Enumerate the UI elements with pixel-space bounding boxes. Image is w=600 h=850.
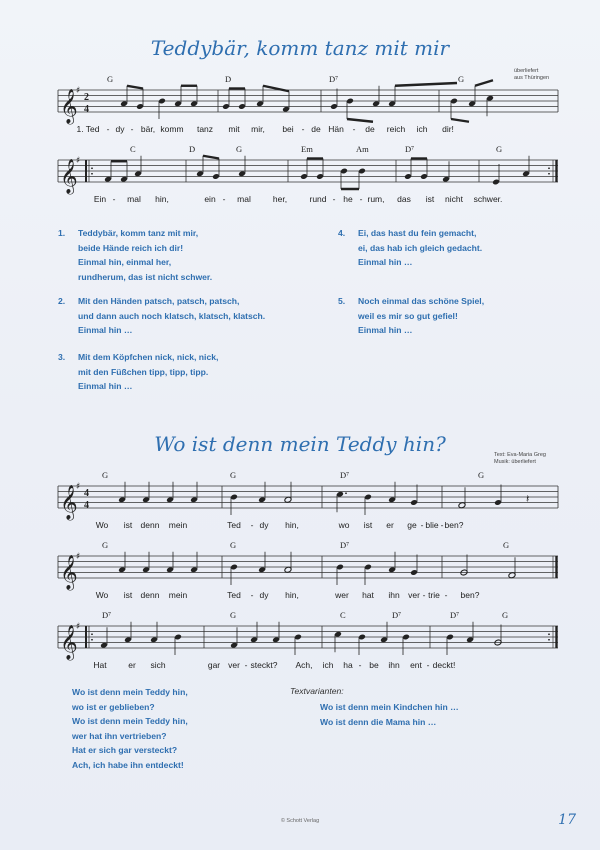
- lyric-syllable: mir,: [251, 124, 265, 134]
- chord-symbol: G: [503, 540, 510, 550]
- staff-svg: [58, 538, 558, 600]
- note-beam: [127, 86, 143, 89]
- key-signature-sharp: ♯: [76, 552, 81, 562]
- lyric-syllable: Wo: [95, 590, 109, 600]
- lyric-syllable: hin,: [155, 194, 169, 204]
- lyric-syllable: -: [130, 124, 134, 134]
- lyric-syllable: -: [222, 194, 226, 204]
- note-beam: [475, 80, 493, 86]
- song2-credit-line2: Musik: überliefert: [494, 459, 536, 465]
- lyric-syllable: hin,: [285, 520, 299, 530]
- lyric-syllable: Hän: [328, 124, 344, 134]
- lyric-syllable: schwer.: [473, 194, 503, 204]
- verse-line: Noch einmal das schöne Spiel,: [358, 296, 485, 306]
- chord-symbol: G: [102, 470, 109, 480]
- lyric-syllable: ha: [343, 660, 353, 670]
- chord-symbol: G: [230, 470, 237, 480]
- repeat-dot: [91, 633, 93, 635]
- note-beam: [347, 119, 373, 122]
- lyric-syllable: rund: [309, 194, 327, 204]
- chord-symbol: G: [458, 74, 465, 84]
- chord-symbol: Am: [356, 144, 369, 154]
- chord-symbol: G: [102, 540, 109, 550]
- lyric-syllable: Ein: [93, 194, 107, 204]
- lyric-syllable: er: [386, 520, 394, 530]
- chord-symbol: G: [496, 144, 503, 154]
- lyric-syllable: mit: [228, 124, 240, 134]
- time-signature-bottom: 4: [84, 500, 89, 511]
- lyric-syllable: -: [112, 194, 116, 204]
- verse-line: Teddybär, komm tanz mit mir,: [78, 228, 199, 238]
- chord-symbol: G: [478, 470, 485, 480]
- song1-staff-2: [58, 142, 558, 204]
- lyric-syllable: trie: [428, 590, 440, 600]
- key-signature-sharp: ♯: [76, 482, 81, 492]
- lyric-syllable: Ted: [227, 520, 241, 530]
- lyric-syllable: ent: [410, 660, 422, 670]
- lyric-syllable: mein: [168, 520, 188, 530]
- verse-lines: [358, 294, 484, 338]
- song2-text-line: Ach, ich habe ihn entdeckt!: [72, 759, 184, 770]
- lyric-syllable: -: [426, 660, 430, 670]
- lyric-syllable: er: [128, 660, 136, 670]
- lyric-syllable: ist: [425, 194, 435, 204]
- verse-lines: [358, 226, 482, 270]
- treble-clef: 𝄞: [60, 625, 78, 660]
- song2-text-line: wer hat ihn vertrieben?: [72, 730, 167, 741]
- chord-symbol: Em: [301, 144, 313, 154]
- chord-symbol: D⁷: [340, 470, 350, 480]
- verse-line: Mit den Händen patsch, patsch, patsch,: [78, 296, 240, 306]
- lyric-syllable: mein: [168, 590, 188, 600]
- note-beam: [263, 86, 289, 92]
- lyric-syllable: denn: [140, 520, 160, 530]
- lyric-syllable: nicht: [445, 194, 463, 204]
- lyric-syllable: be: [369, 660, 379, 670]
- lyric-syllable: de: [311, 124, 321, 134]
- lyric-syllable: Ted: [227, 590, 241, 600]
- lyric-syllable: -: [422, 590, 426, 600]
- lyric-syllable: ver: [228, 660, 240, 670]
- key-signature-sharp: ♯: [76, 622, 81, 632]
- lyric-syllable: Wo: [95, 520, 109, 530]
- lyric-syllable: he: [343, 194, 353, 204]
- verse-line: Mit dem Köpfchen nick, nick, nick,: [78, 352, 219, 362]
- verse-line: weil es mir so gut gefiel!: [358, 310, 458, 321]
- song2-staff-1: [58, 468, 558, 530]
- staff-svg: [58, 142, 558, 204]
- verse-lines: [78, 294, 265, 338]
- lyric-syllable: Ach,: [295, 660, 313, 670]
- song2-text-line: Hat er sich gar versteckt?: [72, 745, 178, 755]
- variant-line: Wo ist denn mein Kindchen hin …: [320, 702, 459, 712]
- verse-line: Einmal hin …: [78, 325, 133, 335]
- verse-line: Ei, das hast du fein gemacht,: [358, 228, 477, 238]
- time-signature-top: 4: [84, 488, 89, 499]
- repeat-dot: [548, 639, 550, 641]
- lyric-syllable: reich: [386, 124, 406, 134]
- song2-text-line: Wo ist denn mein Teddy hin,: [72, 687, 188, 697]
- lyric-syllable: ge: [407, 520, 417, 530]
- lyric-syllable: denn: [140, 590, 160, 600]
- treble-clef: 𝄞: [60, 89, 78, 124]
- verse-number: 1.: [58, 228, 66, 238]
- chord-symbol: G: [230, 540, 237, 550]
- chord-symbol: D: [189, 144, 196, 154]
- lyric-syllable: -: [332, 194, 336, 204]
- lyric-syllable: bär,: [140, 124, 156, 134]
- lyric-syllable: steckt?: [250, 660, 278, 670]
- chord-symbol: D⁷: [340, 540, 350, 550]
- lyric-syllable: ver: [408, 590, 420, 600]
- lyric-syllable: ist: [123, 590, 133, 600]
- song2-staff-2: [58, 538, 558, 600]
- lyric-syllable: bei: [282, 124, 294, 134]
- key-signature-sharp: ♯: [76, 86, 81, 96]
- verse-line: ei, das hab ich gleich gedacht.: [358, 242, 483, 253]
- chord-symbol: D⁷: [329, 74, 339, 84]
- lyric-syllable: Hat: [93, 660, 107, 670]
- treble-clef: 𝄞: [60, 485, 78, 520]
- lyric-syllable: -: [359, 194, 363, 204]
- treble-clef: 𝄞: [60, 159, 78, 194]
- lyric-syllable: das: [397, 194, 411, 204]
- chord-symbol: G: [107, 74, 114, 84]
- chord-symbol: D⁷: [392, 610, 402, 620]
- lyric-syllable: ist: [363, 520, 373, 530]
- verse-line: und dann auch noch klatsch, klatsch, klatsch.: [78, 310, 266, 321]
- lyric-syllable: -: [440, 520, 444, 530]
- lyric-syllable: -: [244, 660, 248, 670]
- lyric-syllable: -: [358, 660, 362, 670]
- chord-symbol: D⁷: [405, 144, 415, 154]
- note-dot: [345, 492, 347, 494]
- lyric-syllable: komm: [160, 124, 184, 134]
- lyric-syllable: -: [352, 124, 356, 134]
- chord-symbol: D⁷: [450, 610, 460, 620]
- lyric-syllable: mal: [127, 194, 141, 204]
- chord-symbol: C: [130, 144, 136, 154]
- lyric-syllable: rum,: [367, 194, 385, 204]
- lyric-syllable: ein: [204, 194, 216, 204]
- lyric-syllable: -: [420, 520, 424, 530]
- verse-number: 4.: [338, 228, 346, 238]
- chord-symbol: C: [340, 610, 346, 620]
- variants-list: [320, 700, 459, 729]
- staff-svg: [58, 608, 558, 670]
- time-signature-top: 2: [84, 92, 89, 103]
- repeat-dot: [91, 167, 93, 169]
- lyric-syllable: ich: [322, 660, 334, 670]
- chord-symbol: D⁷: [102, 610, 112, 620]
- lyric-syllable: ich: [416, 124, 428, 134]
- verse-line: rundherum, das ist nicht schwer.: [78, 271, 213, 282]
- lyric-syllable: wer: [335, 590, 349, 600]
- song2-credit-line1: Text: Eva-Maria Greg: [494, 452, 546, 458]
- song2-text-line: wo ist er geblieben?: [72, 701, 155, 712]
- lyric-syllable: her,: [272, 194, 288, 204]
- song1-credit-line1: überliefert: [514, 68, 539, 74]
- verse-line: Einmal hin, einmal her,: [78, 257, 172, 267]
- verse-number: 2.: [58, 296, 66, 306]
- lyric-syllable: tanz: [196, 124, 214, 134]
- song1-credit-line2: aus Thüringen: [514, 75, 550, 81]
- song2-text-line: Wo ist denn mein Teddy hin,: [72, 716, 188, 726]
- verse-number: 3.: [58, 352, 66, 362]
- song1-title: Teddybär, komm tanz mit mir: [150, 36, 450, 60]
- repeat-dot: [548, 173, 550, 175]
- lyric-syllable: ihn: [388, 590, 400, 600]
- lyric-syllable: hat: [362, 590, 374, 600]
- song2-credit: [494, 452, 546, 466]
- lyric-syllable: ihn: [388, 660, 400, 670]
- note-beam: [203, 156, 219, 159]
- chord-symbol: G: [230, 610, 237, 620]
- quarter-rest: 𝄽: [526, 492, 530, 506]
- repeat-dot: [91, 639, 93, 641]
- staff-svg: [58, 72, 558, 134]
- staff-svg: [58, 468, 558, 530]
- lyric-syllable: -: [444, 590, 448, 600]
- lyric-syllable: sich: [150, 660, 166, 670]
- song2-staff-3: [58, 608, 558, 670]
- verse-line: beide Hände reich ich dir!: [78, 242, 184, 253]
- lyric-syllable: de: [365, 124, 375, 134]
- lyric-syllable: hin,: [285, 590, 299, 600]
- verse-line: mit den Füßchen tipp, tipp, tipp.: [78, 366, 209, 377]
- verse-line: Einmal hin …: [358, 325, 413, 335]
- chord-symbol: G: [502, 610, 509, 620]
- lyric-syllable: gar: [207, 660, 221, 670]
- variant-line: Wo ist denn die Mama hin …: [320, 716, 437, 727]
- repeat-dot: [548, 167, 550, 169]
- lyric-syllable: 1. Ted: [76, 124, 100, 134]
- repeat-dot: [91, 173, 93, 175]
- verse-number: 5.: [338, 296, 346, 306]
- verse-lines: [78, 350, 218, 394]
- lyric-syllable: ben?: [460, 590, 480, 600]
- lyric-syllable: dy: [115, 124, 125, 134]
- verse-lines: [78, 226, 212, 284]
- song2-title: Wo ist denn mein Teddy hin?: [154, 432, 446, 456]
- chord-symbol: D: [225, 74, 232, 84]
- lyric-syllable: -: [301, 124, 305, 134]
- repeat-dot: [548, 633, 550, 635]
- lyric-syllable: dir!: [442, 124, 454, 134]
- treble-clef: 𝄞: [60, 555, 78, 590]
- key-signature-sharp: ♯: [76, 156, 81, 166]
- lyric-syllable: wo: [338, 520, 350, 530]
- chord-symbol: G: [236, 144, 243, 154]
- lyric-syllable: ben?: [444, 520, 464, 530]
- verse-line: Einmal hin …: [358, 257, 413, 267]
- lyric-syllable: -: [250, 590, 254, 600]
- song1-staff-1: [58, 72, 558, 134]
- lyric-syllable: ist: [123, 520, 133, 530]
- variants-title: Textvarianten:: [290, 686, 344, 696]
- song2-text: [72, 685, 188, 772]
- time-signature-bottom: 4: [84, 104, 89, 115]
- lyric-syllable: -: [250, 520, 254, 530]
- lyric-syllable: blie: [425, 520, 439, 530]
- footer-copyright: © Schott Verlag: [280, 818, 320, 824]
- lyric-syllable: deckt!: [432, 660, 456, 670]
- lyric-syllable: dy: [259, 520, 269, 530]
- note-beam: [451, 119, 469, 122]
- lyric-syllable: -: [106, 124, 110, 134]
- lyric-syllable: dy: [259, 590, 269, 600]
- note-beam: [395, 83, 457, 86]
- lyric-syllable: mal: [237, 194, 251, 204]
- page-number: 17: [558, 812, 576, 828]
- verse-line: Einmal hin …: [78, 381, 133, 391]
